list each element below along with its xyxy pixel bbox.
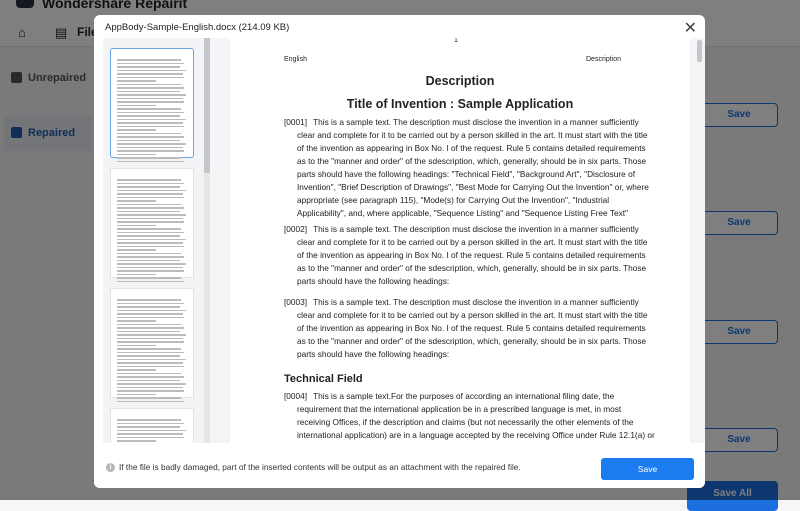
line-text: requirement that the international application be in a prescribed language is met, in most bbox=[297, 404, 622, 414]
thumbnail-line bbox=[117, 119, 186, 121]
thumbnail-line bbox=[117, 108, 181, 110]
thumbnail-line bbox=[117, 348, 181, 350]
thumbnail-line bbox=[117, 426, 180, 428]
thumbnail-line bbox=[117, 256, 184, 258]
thumbnail-line bbox=[117, 401, 184, 403]
text-line bbox=[284, 223, 647, 236]
line-text: of the invention as appearing in Box No. I of the request. Rule 5 contains detailed requirements bbox=[297, 323, 646, 333]
thumbnail-line bbox=[117, 122, 183, 124]
paragraph bbox=[284, 390, 655, 442]
thumbnail-line bbox=[117, 105, 156, 107]
line-text: appropriate (see paragraph 115), "Mode(s) for Carrying Out the Invention", "Industrial bbox=[297, 195, 610, 205]
line-text: as to the "manner and order" of the sdescription, which, generally, should be in six parts. Those bbox=[297, 263, 647, 273]
document-page bbox=[230, 38, 690, 443]
info-text: If the file is badly damaged, part of the inserted contents will be output as an attachment with the repaired file. bbox=[119, 462, 521, 472]
thumbnail-line bbox=[117, 263, 186, 265]
thumbnail-line bbox=[117, 133, 181, 135]
thumbnail-line bbox=[117, 190, 186, 192]
thumbnail-line bbox=[117, 143, 186, 145]
paragraph bbox=[284, 296, 647, 361]
text-line bbox=[284, 390, 655, 403]
text-line bbox=[284, 309, 647, 322]
thumbnail-line bbox=[117, 63, 184, 65]
text-line bbox=[284, 207, 649, 220]
thumbnail-line bbox=[117, 355, 180, 357]
paragraph-number: [0003] bbox=[284, 297, 308, 307]
thumbnail-line bbox=[117, 306, 180, 308]
thumbnail-line bbox=[117, 197, 184, 199]
paragraph bbox=[284, 116, 649, 220]
dialog-title: AppBody-Sample-English.docx (214.09 KB) bbox=[105, 22, 290, 33]
thumbnail-line bbox=[117, 179, 181, 181]
line-text: This is a sample text. The description must disclose the invention in a manner sufficiently bbox=[313, 117, 639, 127]
thumbnail-line bbox=[117, 98, 183, 100]
thumbnail-line bbox=[117, 80, 156, 82]
thumbnail-line bbox=[117, 140, 180, 142]
text-line bbox=[284, 262, 647, 275]
text-line bbox=[284, 142, 649, 155]
thumbnail-line bbox=[117, 281, 184, 283]
thumbnail-line bbox=[117, 260, 180, 262]
thumbnail-line bbox=[117, 327, 184, 329]
save-button[interactable]: Save bbox=[601, 458, 694, 480]
text-line bbox=[284, 181, 649, 194]
text-line bbox=[284, 236, 647, 249]
page-thumbnail[interactable] bbox=[110, 408, 194, 443]
thumbnail-line bbox=[117, 157, 181, 159]
doc-title: Title of Invention : Sample Application bbox=[346, 97, 574, 111]
thumbnail-line bbox=[117, 253, 181, 255]
text-line bbox=[284, 275, 647, 288]
text-line bbox=[284, 168, 649, 181]
paragraph-number: [0002] bbox=[284, 224, 308, 234]
text-line bbox=[284, 322, 647, 335]
thumbnail-line bbox=[117, 147, 183, 149]
line-text: as to the "manner and order" of the sdescription, which, generally, should be in six parts. Those bbox=[297, 336, 647, 346]
thumbnail-line bbox=[117, 437, 184, 439]
thumbnail-line bbox=[117, 200, 156, 202]
document-preview bbox=[210, 38, 705, 443]
text-line bbox=[284, 194, 649, 207]
document-scrollbar[interactable] bbox=[697, 40, 702, 440]
thumbnail-line bbox=[117, 214, 186, 216]
thumbnail-line bbox=[117, 101, 184, 103]
thumbnail-line bbox=[117, 239, 186, 241]
text-line bbox=[284, 403, 655, 416]
thumbnail-line bbox=[117, 352, 184, 354]
line-text: This is a sample text. The description must disclose the invention in a manner sufficiently bbox=[313, 224, 639, 234]
thumbnail-line bbox=[117, 211, 180, 213]
page-thumbnail[interactable] bbox=[110, 288, 194, 398]
thumbnail-line bbox=[117, 249, 156, 251]
text-line bbox=[284, 116, 649, 129]
page-number: 1 bbox=[454, 38, 458, 44]
thumbnail-line bbox=[117, 186, 180, 188]
thumbnail-line bbox=[117, 299, 181, 301]
thumbnail-line bbox=[117, 324, 181, 326]
thumbnail-line bbox=[117, 126, 184, 128]
text-line bbox=[284, 296, 647, 309]
thumbnail-line bbox=[117, 387, 183, 389]
thumbnail-line bbox=[117, 313, 183, 315]
thumbnail-line bbox=[117, 87, 184, 89]
paragraph bbox=[284, 223, 647, 288]
thumbnail-line bbox=[117, 338, 183, 340]
thumbnail-line bbox=[117, 320, 156, 322]
thumbnail-line bbox=[117, 91, 180, 93]
thumbnail-line bbox=[117, 232, 184, 234]
thumbnail-line bbox=[117, 341, 184, 343]
thumbnail-line bbox=[117, 66, 180, 68]
page-thumbnail[interactable] bbox=[110, 48, 194, 158]
thumbnail-line bbox=[117, 115, 180, 117]
header-right: Description bbox=[586, 56, 622, 63]
header-left: English bbox=[284, 56, 307, 63]
page-thumbnail[interactable] bbox=[110, 168, 194, 278]
thumbnail-line bbox=[117, 204, 181, 206]
thumbnail-line bbox=[117, 183, 184, 185]
text-line bbox=[284, 335, 647, 348]
thumbnail-line bbox=[117, 334, 186, 336]
line-text: clear and complete for it to be carried out by a person skilled in the art. It must start with the title bbox=[297, 130, 648, 140]
thumbnail-line bbox=[117, 369, 156, 371]
line-text: parts should have the following headings: bbox=[297, 276, 450, 286]
thumbnail-line bbox=[117, 419, 181, 421]
line-text: parts should have the following headings: bbox=[297, 349, 450, 359]
info-icon: i bbox=[106, 463, 115, 472]
thumbnail-line bbox=[117, 376, 184, 378]
thumbnail-line bbox=[117, 270, 184, 272]
thumbnail-line bbox=[117, 277, 181, 279]
thumbnail-line bbox=[117, 394, 156, 396]
thumbnail-line bbox=[117, 221, 184, 223]
thumbnail-line bbox=[117, 242, 183, 244]
thumbnail-line bbox=[117, 423, 184, 425]
close-icon[interactable]: ✕ bbox=[683, 20, 697, 37]
thumbnail-line bbox=[117, 84, 181, 86]
thumbnail-line bbox=[117, 225, 156, 227]
line-text: clear and complete for it to be carried out by a person skilled in the art. It must start with the title bbox=[297, 237, 648, 247]
thumbnail-line bbox=[117, 77, 184, 79]
line-text: This is a sample text. The description must disclose the invention in a manner sufficiently bbox=[313, 297, 639, 307]
thumbnail-line bbox=[117, 430, 186, 432]
thumbnail-line bbox=[117, 366, 184, 368]
thumbnail-line bbox=[117, 373, 181, 375]
thumbnail-line bbox=[117, 310, 186, 312]
thumbnail-line bbox=[117, 235, 180, 237]
line-text: receiving Offices, if the description and claims (but not necessarily the other elements of the bbox=[297, 417, 634, 427]
thumbnail-line bbox=[117, 70, 186, 72]
thumbnail-line bbox=[117, 383, 186, 385]
line-text: as to the "manner and order" of the sdescription, which, generally, should be in six parts. Those bbox=[297, 156, 647, 166]
text-line bbox=[284, 155, 649, 168]
text-line bbox=[284, 348, 647, 361]
text-line bbox=[284, 429, 655, 442]
thumbnail-line bbox=[117, 154, 156, 156]
page-thumbnails bbox=[103, 38, 210, 443]
thumbnail-line bbox=[117, 228, 181, 230]
section-heading: Technical Field bbox=[284, 373, 363, 385]
thumbnail-line bbox=[117, 246, 184, 248]
thumbnail-line bbox=[117, 362, 183, 364]
line-text: of the invention as appearing in Box No. I of the request. Rule 5 contains detailed requirements bbox=[297, 143, 646, 153]
thumbnail-line bbox=[117, 112, 184, 114]
line-text: international application) are in a language accepted by the receiving Office under Rule 12.1(a) or bbox=[297, 430, 655, 440]
thumbnail-line bbox=[117, 274, 156, 276]
line-text: clear and complete for it to be carried out by a person skilled in the art. It must start with the title bbox=[297, 310, 648, 320]
text-line bbox=[284, 249, 647, 262]
line-text: Invention", "Brief Description of Drawings", "Best Mode for Carrying Out the Invention" or, where bbox=[297, 182, 649, 192]
thumbnail-line bbox=[117, 390, 184, 392]
line-text: parts should have the following headings: "Technical Field", "Background Art", "Disclosure of bbox=[297, 169, 636, 179]
doc-heading: Description bbox=[425, 74, 495, 88]
thumbnail-line bbox=[117, 94, 186, 96]
thumbnail-line bbox=[117, 193, 183, 195]
thumbnail-line bbox=[117, 331, 180, 333]
line-text: Applicability", and, where applicable, "Sequence Listing" and "Sequence Listing Free Text" bbox=[297, 208, 628, 218]
thumbnail-line bbox=[117, 433, 183, 435]
thumbnail-line bbox=[117, 317, 184, 319]
thumbnail-line bbox=[117, 345, 156, 347]
thumbnail-line bbox=[117, 380, 180, 382]
line-text: This is a sample text.For the purposes of according an international filing date, the bbox=[313, 391, 615, 401]
paragraph-number: [0001] bbox=[284, 117, 308, 127]
dialog-footer bbox=[94, 443, 705, 488]
preview-dialog bbox=[94, 15, 705, 488]
thumbnail-line bbox=[117, 150, 184, 152]
thumbnail-line bbox=[117, 207, 184, 209]
thumbnail-line bbox=[117, 161, 184, 163]
thumbnail-line bbox=[117, 218, 183, 220]
thumbnail-line bbox=[117, 440, 156, 442]
thumbnail-line bbox=[117, 129, 156, 131]
thumbnail-line bbox=[117, 136, 184, 138]
thumbnail-line bbox=[117, 73, 183, 75]
thumbnail-line bbox=[117, 397, 181, 399]
line-text: of the invention as appearing in Box No. I of the request. Rule 5 contains detailed requirements bbox=[297, 250, 646, 260]
thumbnail-line bbox=[117, 303, 184, 305]
thumbnail-line bbox=[117, 359, 186, 361]
text-line bbox=[284, 129, 649, 142]
thumbnail-line bbox=[117, 267, 183, 269]
paragraph-number: [0004] bbox=[284, 391, 308, 401]
thumbnail-line bbox=[117, 59, 181, 61]
text-line bbox=[284, 416, 655, 429]
